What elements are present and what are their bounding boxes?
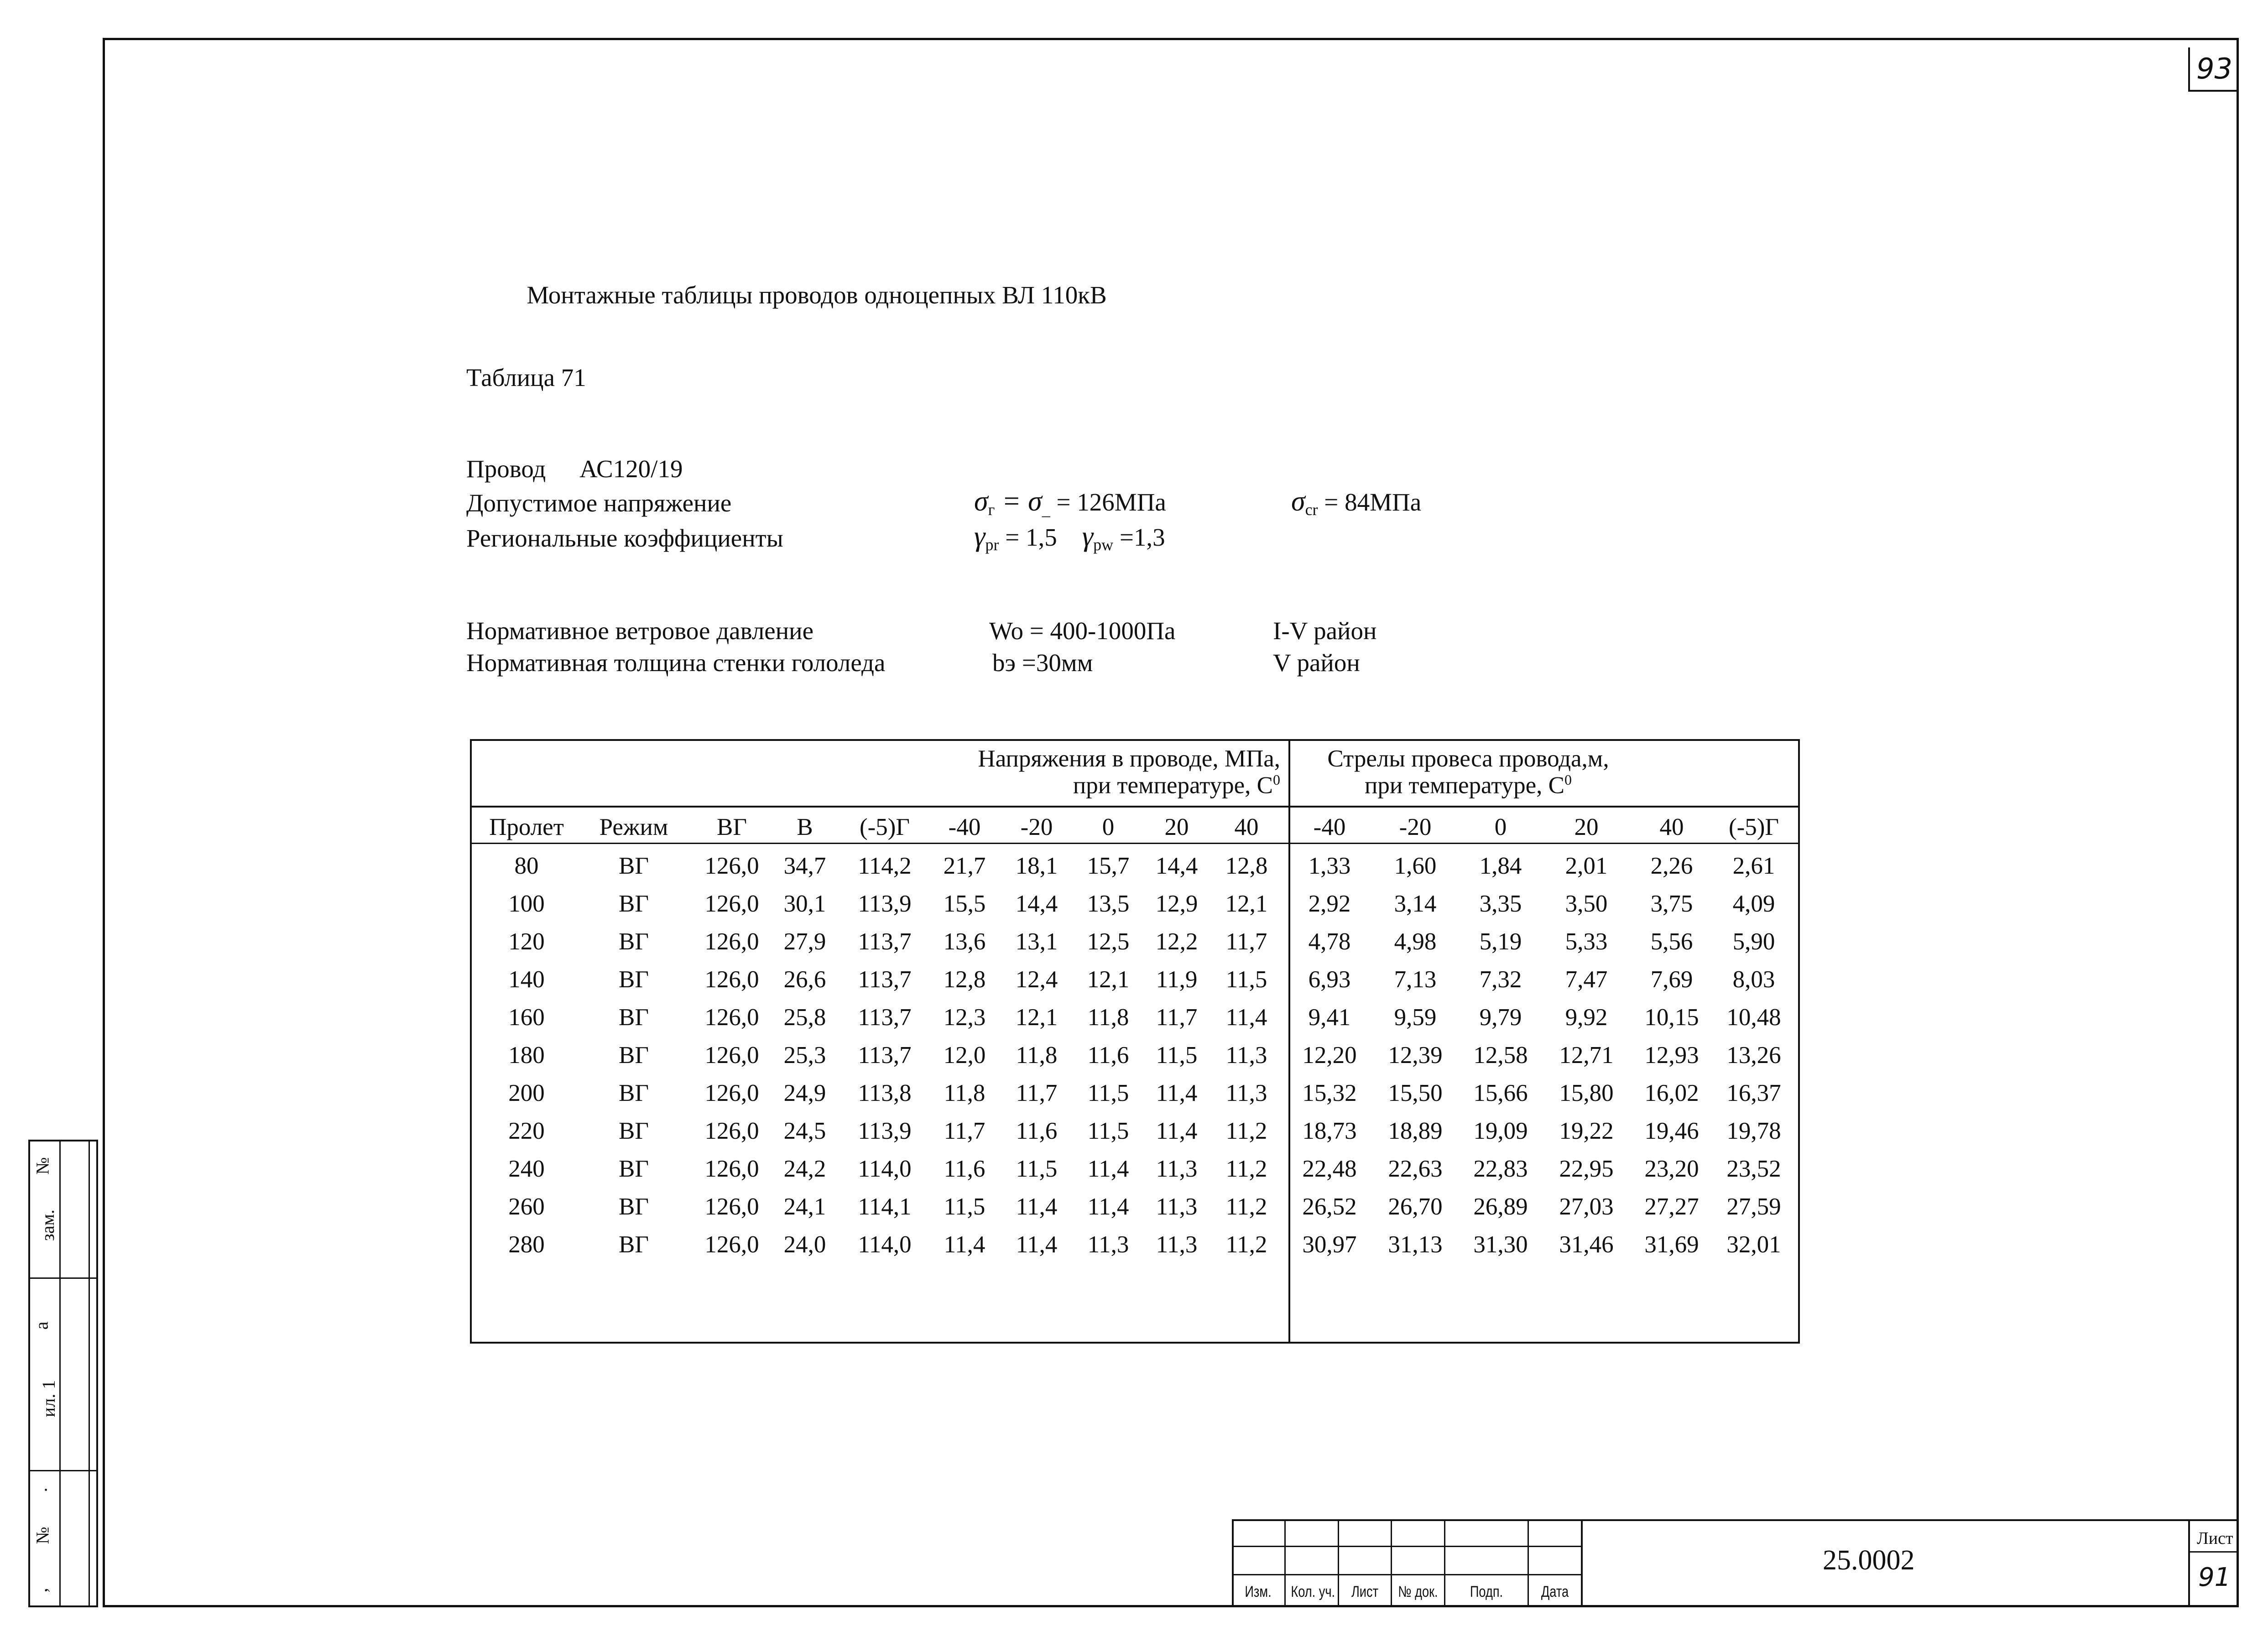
- table-cell: 13,5: [1087, 891, 1130, 917]
- table-cell: 126,0: [704, 928, 759, 955]
- ice-value: bэ =30мм: [992, 649, 1093, 677]
- column-header: (-5)Г: [859, 814, 910, 840]
- wind-value: Wo = 400-1000Па: [989, 617, 1176, 645]
- table-cell: 19,22: [1559, 1118, 1614, 1144]
- table-cell: 11,5: [1087, 1118, 1129, 1144]
- column-header: 0: [1102, 814, 1115, 840]
- table-cell: 11,7: [1225, 928, 1267, 955]
- table-cell: 11,8: [1016, 1042, 1058, 1068]
- table-cell: 100: [508, 891, 545, 917]
- table-cell: 11,5: [1087, 1080, 1129, 1106]
- title-block-caption: Кол. уч.: [1291, 1583, 1335, 1600]
- table-cell: 16,02: [1644, 1080, 1699, 1106]
- table-cell: 126,0: [704, 966, 759, 993]
- table-cell: 31,30: [1473, 1231, 1528, 1258]
- table-cell: 240: [508, 1156, 545, 1182]
- corner-page-number: 93: [2188, 47, 2239, 92]
- table-cell: 11,7: [944, 1118, 985, 1144]
- table-cell: 114,0: [858, 1231, 912, 1258]
- table-cell: 11,2: [1225, 1231, 1267, 1258]
- table-cell: ВГ: [619, 1231, 649, 1258]
- table-cell: 11,4: [1087, 1193, 1129, 1220]
- table-cell: 24,2: [783, 1156, 826, 1182]
- table-cell: 3,14: [1394, 891, 1437, 917]
- table-cell: 11,3: [1156, 1193, 1198, 1220]
- table-cell: 126,0: [704, 853, 759, 879]
- table-cell: 260: [508, 1193, 545, 1220]
- table-cell: 25,8: [783, 1004, 826, 1031]
- table-cell: 27,03: [1559, 1193, 1614, 1220]
- wire-label: Провод: [466, 455, 546, 483]
- wire-value: АС120/19: [579, 455, 683, 483]
- table-cell: 22,95: [1559, 1156, 1614, 1182]
- table-cell: ВГ: [619, 1156, 649, 1182]
- table-cell: 126,0: [704, 1193, 759, 1220]
- table-cell: 18,1: [1015, 853, 1058, 879]
- table-cell: 113,7: [858, 966, 912, 993]
- table-cell: ВГ: [619, 853, 649, 879]
- table-cell: 11,9: [1156, 966, 1198, 993]
- table-cell: 1,60: [1394, 853, 1437, 879]
- table-cell: 11,4: [944, 1231, 985, 1258]
- left-margin-stamp: [28, 1140, 98, 1607]
- table-cell: 160: [508, 1004, 545, 1031]
- table-cell: ВГ: [619, 1193, 649, 1220]
- ice-region: V район: [1273, 649, 1360, 677]
- column-header: 20: [1164, 814, 1189, 840]
- table-cell: 7,32: [1479, 966, 1522, 993]
- table-columns-divider: [472, 843, 1798, 844]
- table-cell: 11,6: [1016, 1118, 1058, 1144]
- allowed-stress-label: Допустимое напряжение: [466, 489, 732, 517]
- table-cell: 23,20: [1644, 1156, 1699, 1182]
- title-block-caption: Лист: [1351, 1583, 1379, 1600]
- column-header: 40: [1659, 814, 1684, 840]
- table-cell: 11,4: [1016, 1231, 1058, 1258]
- table-cell: 24,0: [783, 1231, 826, 1258]
- wind-label: Нормативное ветровое давление: [466, 617, 813, 645]
- table-cell: 11,2: [1225, 1193, 1267, 1220]
- table-cell: 12,39: [1388, 1042, 1443, 1068]
- table-cell: 15,80: [1559, 1080, 1614, 1106]
- table-cell: 11,3: [1156, 1156, 1198, 1182]
- table-cell: 114,1: [858, 1193, 912, 1220]
- table-cell: 11,6: [1087, 1042, 1129, 1068]
- margin-label-sheet: ил. 1: [38, 1380, 59, 1418]
- table-cell: 4,09: [1732, 891, 1775, 917]
- table-cell: 11,3: [1087, 1231, 1129, 1258]
- title-block-caption: № док.: [1398, 1583, 1438, 1600]
- table-cell: 13,6: [943, 928, 986, 955]
- table-cell: 11,7: [1156, 1004, 1198, 1031]
- table-cell: 27,9: [783, 928, 826, 955]
- title-block-caption: Дата: [1541, 1583, 1569, 1600]
- table-cell: 14,4: [1155, 853, 1198, 879]
- table-cell: 12,4: [1015, 966, 1058, 993]
- table-cell: 114,0: [858, 1156, 912, 1182]
- document-title: Монтажные таблицы проводов одноцепных ВЛ 110кВ: [527, 281, 1107, 309]
- table-cell: 5,33: [1565, 928, 1608, 955]
- table-header-divider: [472, 806, 1798, 808]
- table-cell: 24,9: [783, 1080, 826, 1106]
- table-cell: 5,56: [1650, 928, 1693, 955]
- column-header: В: [797, 814, 813, 840]
- table-cell: 12,71: [1559, 1042, 1614, 1068]
- table-cell: 2,92: [1308, 891, 1351, 917]
- stress-group-header: Напряжения в проводе, МПа, при температуре, $С^0$: [978, 745, 1280, 799]
- table-cell: 9,79: [1479, 1004, 1522, 1031]
- table-cell: 7,13: [1394, 966, 1437, 993]
- margin-label-number-2: №: [32, 1527, 53, 1544]
- table-cell: 21,7: [943, 853, 986, 879]
- table-cell: 12,58: [1473, 1042, 1528, 1068]
- table-cell: 22,83: [1473, 1156, 1528, 1182]
- table-cell: 26,70: [1388, 1193, 1443, 1220]
- table-cell: 2,26: [1650, 853, 1693, 879]
- table-cell: 11,4: [1016, 1193, 1058, 1220]
- title-block-caption: Изм.: [1245, 1583, 1272, 1600]
- wind-region: I-V район: [1273, 617, 1377, 645]
- column-header: -40: [948, 814, 981, 840]
- table-cell: 22,63: [1388, 1156, 1443, 1182]
- sag-tension-table: [470, 739, 1800, 1344]
- table-cell: 15,32: [1302, 1080, 1357, 1106]
- title-block-caption: Подп.: [1470, 1583, 1503, 1600]
- table-cell: 11,4: [1156, 1080, 1198, 1106]
- sheet-label: Лист: [2197, 1529, 2233, 1548]
- sag-group-header: Стрелы провеса провода,м, при температуре, $С^0$: [1327, 745, 1609, 799]
- table-cell: 12,1: [1087, 966, 1130, 993]
- column-header: 0: [1494, 814, 1507, 840]
- column-header: -20: [1020, 814, 1053, 840]
- table-cell: 126,0: [704, 891, 759, 917]
- table-cell: 30,1: [783, 891, 826, 917]
- table-cell: 31,69: [1644, 1231, 1699, 1258]
- table-cell: ВГ: [619, 928, 649, 955]
- table-cell: 12,3: [943, 1004, 986, 1031]
- table-cell: 13,1: [1015, 928, 1058, 955]
- table-cell: 11,4: [1087, 1156, 1129, 1182]
- table-cell: 24,5: [783, 1118, 826, 1144]
- table-cell: 11,5: [1016, 1156, 1058, 1182]
- column-header: 20: [1574, 814, 1599, 840]
- table-cell: 5,19: [1479, 928, 1522, 955]
- table-cell: 80: [514, 853, 539, 879]
- table-cell: 19,46: [1644, 1118, 1699, 1144]
- table-cell: 12,8: [1225, 853, 1268, 879]
- table-cell: 9,41: [1308, 1004, 1351, 1031]
- table-cell: 8,03: [1732, 966, 1775, 993]
- table-vertical-divider: [1288, 741, 1290, 1342]
- table-cell: 200: [508, 1080, 545, 1106]
- column-header: ВГ: [717, 814, 747, 840]
- allowed-stress-formula: $\sigma_г = \sigma_{\_} = 126МПа$: [974, 486, 1166, 519]
- table-cell: 126,0: [704, 1156, 759, 1182]
- table-cell: ВГ: [619, 966, 649, 993]
- column-header: Пролет: [489, 814, 564, 840]
- table-cell: 18,89: [1388, 1118, 1443, 1144]
- table-cell: 113,9: [858, 1118, 912, 1144]
- table-cell: 25,3: [783, 1042, 826, 1068]
- table-cell: 11,5: [1156, 1042, 1198, 1068]
- table-cell: 12,5: [1087, 928, 1130, 955]
- table-cell: ВГ: [619, 1080, 649, 1106]
- table-cell: 11,4: [1225, 1004, 1267, 1031]
- table-cell: 12,8: [943, 966, 986, 993]
- regional-coeffs-values: $\gamma_{pr} = 1,5$ $\gamma_{pw} =1,3$: [974, 521, 1165, 554]
- table-cell: 126,0: [704, 1080, 759, 1106]
- table-cell: 11,7: [1016, 1080, 1058, 1106]
- table-cell: 113,7: [858, 1042, 912, 1068]
- table-cell: 4,98: [1394, 928, 1437, 955]
- table-cell: ВГ: [619, 891, 649, 917]
- table-cell: ВГ: [619, 1004, 649, 1031]
- regional-coeffs-label: Региональные коэффициенты: [466, 524, 783, 552]
- table-cell: 26,52: [1302, 1193, 1357, 1220]
- table-cell: 126,0: [704, 1231, 759, 1258]
- table-cell: 32,01: [1726, 1231, 1781, 1258]
- table-cell: 23,52: [1726, 1156, 1781, 1182]
- table-cell: 2,01: [1565, 853, 1608, 879]
- column-header: -40: [1313, 814, 1346, 840]
- table-cell: 11,3: [1225, 1042, 1267, 1068]
- table-cell: 280: [508, 1231, 545, 1258]
- table-cell: 31,13: [1388, 1231, 1443, 1258]
- table-cell: 113,8: [858, 1080, 912, 1106]
- column-header: (-5)Г: [1728, 814, 1779, 840]
- table-cell: 120: [508, 928, 545, 955]
- table-cell: 12,1: [1225, 891, 1268, 917]
- document-code: 25.0002: [1823, 1545, 1915, 1576]
- table-cell: 126,0: [704, 1004, 759, 1031]
- table-cell: 15,7: [1087, 853, 1130, 879]
- table-cell: 11,8: [944, 1080, 985, 1106]
- table-cell: 7,47: [1565, 966, 1608, 993]
- table-cell: ВГ: [619, 1042, 649, 1068]
- table-cell: 19,09: [1473, 1118, 1528, 1144]
- margin-label-replace: зам.: [37, 1209, 58, 1241]
- column-header: 40: [1234, 814, 1259, 840]
- table-cell: 180: [508, 1042, 545, 1068]
- table-cell: 11,3: [1225, 1080, 1267, 1106]
- table-cell: 12,9: [1155, 891, 1198, 917]
- table-cell: 4,78: [1308, 928, 1351, 955]
- table-cell: 26,6: [783, 966, 826, 993]
- table-cell: 126,0: [704, 1042, 759, 1068]
- table-cell: 10,48: [1726, 1004, 1781, 1031]
- table-cell: 9,92: [1565, 1004, 1608, 1031]
- table-cell: 11,6: [944, 1156, 985, 1182]
- table-label: Таблица 71: [466, 364, 586, 391]
- table-cell: 34,7: [783, 853, 826, 879]
- table-cell: 113,7: [858, 928, 912, 955]
- table-cell: 15,50: [1388, 1080, 1443, 1106]
- table-cell: 7,69: [1650, 966, 1693, 993]
- table-cell: 3,50: [1565, 891, 1608, 917]
- table-cell: 12,2: [1155, 928, 1198, 955]
- table-cell: 2,61: [1732, 853, 1775, 879]
- table-cell: 9,59: [1394, 1004, 1437, 1031]
- table-cell: 3,75: [1650, 891, 1693, 917]
- table-cell: 31,46: [1559, 1231, 1614, 1258]
- table-cell: ВГ: [619, 1118, 649, 1144]
- table-cell: 1,33: [1308, 853, 1351, 879]
- table-cell: 3,35: [1479, 891, 1522, 917]
- sheet-number: 91: [2198, 1563, 2231, 1592]
- table-cell: 1,84: [1479, 853, 1522, 879]
- table-cell: 126,0: [704, 1118, 759, 1144]
- table-cell: 12,20: [1302, 1042, 1357, 1068]
- table-cell: 12,1: [1015, 1004, 1058, 1031]
- table-cell: 11,3: [1156, 1231, 1198, 1258]
- table-cell: 14,4: [1015, 891, 1058, 917]
- table-cell: 30,97: [1302, 1231, 1357, 1258]
- table-cell: 11,4: [1156, 1118, 1198, 1144]
- table-cell: 27,59: [1726, 1193, 1781, 1220]
- table-cell: 15,66: [1473, 1080, 1528, 1106]
- critical-stress: $\sigma_{cr} = 84МПа$: [1291, 486, 1422, 519]
- table-cell: 22,48: [1302, 1156, 1357, 1182]
- table-cell: 19,78: [1726, 1118, 1781, 1144]
- ice-label: Нормативная толщина стенки гололеда: [466, 649, 886, 677]
- table-cell: 140: [508, 966, 545, 993]
- table-cell: 26,89: [1473, 1193, 1528, 1220]
- table-cell: 220: [508, 1118, 545, 1144]
- table-cell: 11,5: [944, 1193, 985, 1220]
- margin-label-number: №: [32, 1157, 53, 1175]
- margin-label-dot: .: [30, 1487, 51, 1492]
- table-cell: 18,73: [1302, 1118, 1357, 1144]
- table-cell: 5,90: [1732, 928, 1775, 955]
- table-cell: 113,7: [858, 1004, 912, 1031]
- margin-label-comma: ,: [30, 1588, 51, 1593]
- table-cell: 11,8: [1087, 1004, 1129, 1031]
- table-cell: 12,0: [943, 1042, 986, 1068]
- table-cell: 12,93: [1644, 1042, 1699, 1068]
- table-cell: 6,93: [1308, 966, 1351, 993]
- table-cell: 10,15: [1644, 1004, 1699, 1031]
- table-cell: 11,5: [1225, 966, 1267, 993]
- table-cell: 27,27: [1644, 1193, 1699, 1220]
- title-block: [1232, 1519, 2239, 1607]
- table-cell: 11,2: [1225, 1156, 1267, 1182]
- table-cell: 15,5: [943, 891, 986, 917]
- column-header: Режим: [599, 814, 668, 840]
- table-cell: 13,26: [1726, 1042, 1781, 1068]
- table-cell: 113,9: [858, 891, 912, 917]
- table-cell: 114,2: [858, 853, 912, 879]
- margin-label-a: a: [31, 1321, 52, 1330]
- table-cell: 24,1: [783, 1193, 826, 1220]
- column-header: -20: [1399, 814, 1432, 840]
- table-cell: 11,2: [1225, 1118, 1267, 1144]
- table-cell: 16,37: [1726, 1080, 1781, 1106]
